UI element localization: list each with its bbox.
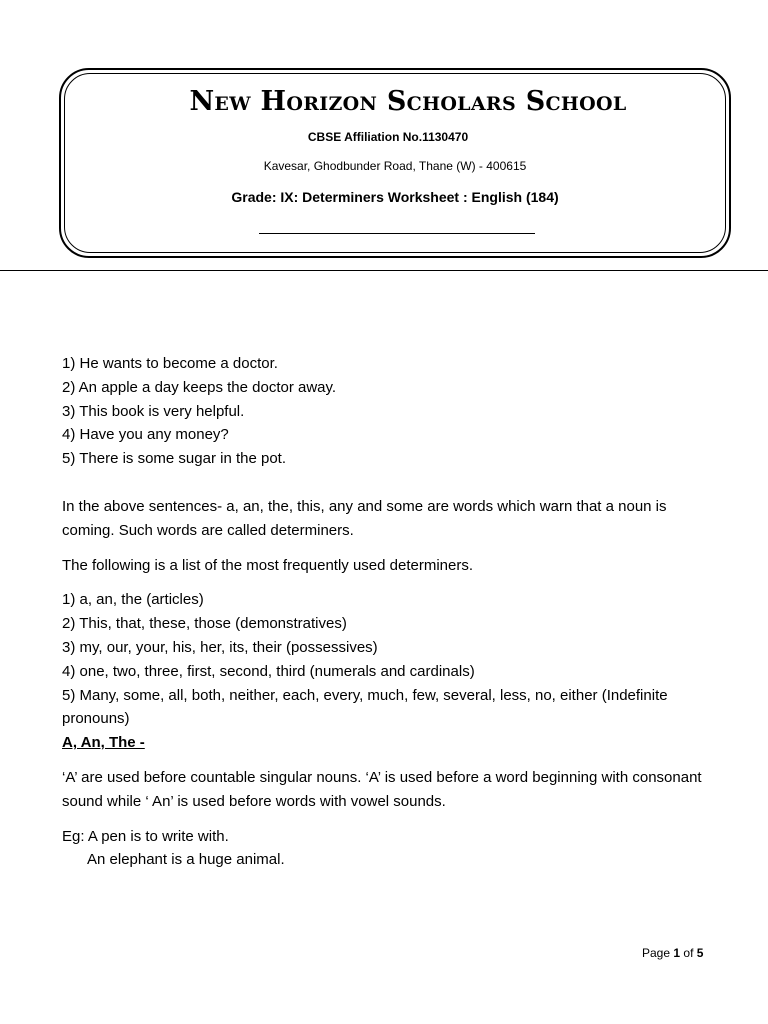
determiner-list-item: 1) a, an, the (articles) (62, 591, 204, 609)
determiner-list-item: 5) Many, some, all, both, neither, each, every, much, few, several, less, no, either (Indefinite pronouns) (62, 686, 668, 728)
intro-paragraph: In the above sentences- a, an, the, this, any and some are words which warn that a noun is coming. Such words are called determiners. (62, 497, 667, 539)
page-number (642, 946, 703, 960)
list-intro: The following is a list of the most frequently used determiners. (62, 556, 474, 574)
determiner-list-item: 4) one, two, three, first, second, third (numerals and cardinals) (62, 662, 475, 680)
school-address: Kavesar, Ghodbunder Road, Thane (W) - 400615 (263, 159, 527, 173)
section-paragraph: ‘A’ are used before countable singular nouns. ‘A’ is used before a word beginning with consonant sound while ‘ An’ is used before words with vowel sounds. (62, 768, 702, 810)
section-heading: A, An, The - (62, 734, 145, 752)
page-current: 1 (673, 946, 681, 960)
page-label: Page (642, 946, 671, 960)
example-line: Eg: A pen is to write with. (62, 827, 229, 845)
example-sentence: 3) This book is very helpful. (62, 402, 245, 420)
header-divider (0, 270, 768, 271)
school-name: New Horizon Scholars School (189, 86, 627, 117)
page-of: of (683, 946, 694, 960)
determiner-list-item: 3) my, our, your, his, her, its, their (possessives) (62, 638, 378, 656)
example-sentence: 1) He wants to become a doctor. (62, 355, 278, 372)
determiner-list-item: 2) This, that, these, those (demonstratives) (62, 615, 347, 633)
name-blank-line (259, 233, 535, 234)
example-sentence: 2) An apple a day keeps the doctor away. (62, 378, 337, 396)
worksheet-body (62, 352, 722, 872)
affiliation-number: CBSE Affiliation No.1130470 (307, 130, 469, 144)
example-sentence: 5) There is some sugar in the pot. (62, 450, 287, 468)
example-sentence: 4) Have you any money? (62, 426, 229, 444)
example-line: An elephant is a huge animal. (87, 851, 285, 869)
page-total: 5 (696, 946, 704, 960)
worksheet-title: Grade: IX: Determiners Worksheet : English (184) (231, 189, 559, 205)
